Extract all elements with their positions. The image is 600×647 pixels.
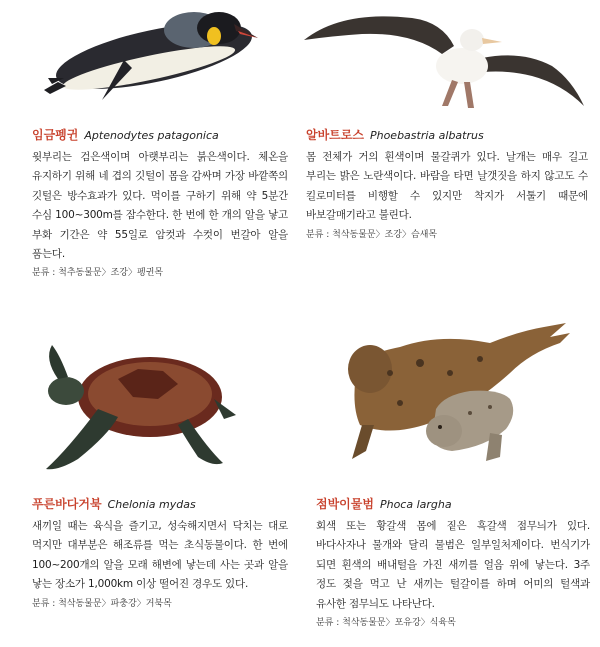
species-classification: 분류 : 척삭동물문〉파충강〉거북목 xyxy=(32,598,172,609)
species-scientific-name: Aptenodytes patagonica xyxy=(84,129,219,142)
species-classification: 분류 : 척삭동물문〉포유강〉식육목 xyxy=(316,618,456,629)
species-korean-name: 푸른바다거북 xyxy=(32,497,102,511)
species-classification: 분류 : 척삭동물문〉조강〉슴새목 xyxy=(306,229,438,240)
albatross-illustration xyxy=(300,0,588,118)
species-description: 윗부리는 검은색이며 아랫부리는 붉은색이다. 체온을 유지하기 위해 네 겹의 깃털이 몸을 감싸며 가장 바깥쪽의 깃털은 방수효과가 있다. 먹이를 구하기 위해 약 5분간 수심 100~300m를 잠수한다. 한 번에 한 개의 알을 낳고 부화 기간은 약 55일로 암컷과 수컷이 번갈아 알을 품는다. xyxy=(32,151,288,261)
green-sea-turtle-illustration xyxy=(0,323,288,473)
spotted-seal-illustration xyxy=(300,323,588,483)
species-description: 몸 전체가 거의 흰색이며 물갈퀴가 있다. 날개는 매우 길고 부리는 밝은 노란색이다. 바람을 타면 날갯짓을 하지 않고도 수 킬로미터를 비행할 수 있지만 착지가 서툴기 때문에 바보갈매기라고 불린다. xyxy=(306,151,588,222)
king-penguin-illustration xyxy=(0,0,288,118)
species-classification: 분류 : 척추동물문〉조강〉펭귄목 xyxy=(32,268,164,279)
species-description: 회색 또는 황갈색 몸에 짙은 흑갈색 점무늬가 있다. 바다사자나 물개와 달리 물범은 일부일처제이다. 번식기가 되면 흰색의 배내털을 가진 새끼를 얼음 위에 낳는다. 3주 정도 젖을 먹고 난 새끼는 털갈이를 하며 어미의 털색과 유사한 점무늬도 나타난다. xyxy=(316,520,590,610)
species-scientific-name: Chelonia mydas xyxy=(107,498,196,511)
species-korean-name: 점박이물범 xyxy=(316,497,374,511)
species-scientific-name: Phoebastria albatrus xyxy=(369,129,484,142)
species-korean-name: 알바트로스 xyxy=(306,128,364,142)
species-description: 새끼일 때는 육식을 즐기고, 성숙해지면서 닥치는 대로 먹지만 대부분은 해조류를 먹는 초식동물이다. 한 번에 100~200개의 알을 모래 해변에 낳는데 사는 곳과 알을 낳는 장소가 1,000km 이상 떨어진 경우도 있다. xyxy=(32,520,288,591)
species-korean-name: 임금펭귄 xyxy=(32,128,79,142)
species-scientific-name: Phoca largha xyxy=(379,498,452,511)
